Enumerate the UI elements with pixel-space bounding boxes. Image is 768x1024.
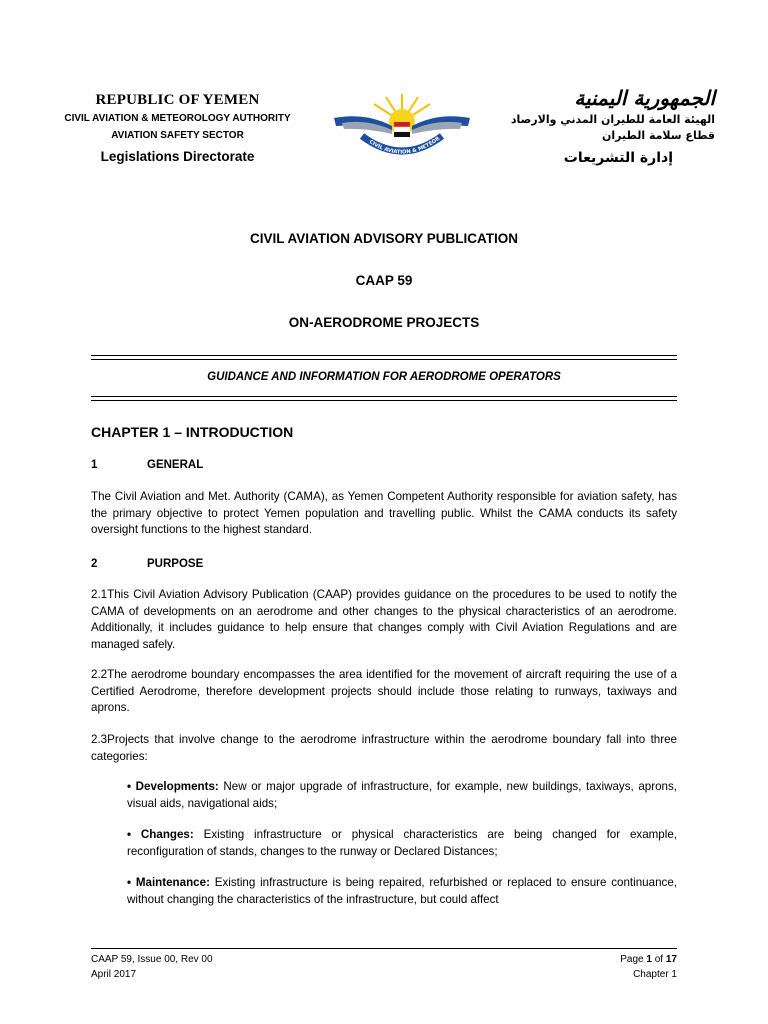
header-english-block [40,92,315,164]
bullet-item: • Maintenance: Existing infrastructure is being repaired, refurbished or replaced to ensure continuance, without changing the characteristics of the infrastructure, but could affect [127,876,677,906]
bullet-item: • Developments: New or major upgrade of infrastructure, for example, new buildings, taxiways, aprons, visual aids, navigational aids; [127,780,677,810]
doc-reference: CAAP 59, Issue 00, Rev 00 [91,954,213,965]
authority-name: CIVIL AVIATION & METEOROLOGY AUTHORITY [64,113,291,124]
subject-title: ON-AERODROME PROJECTS [288,315,480,330]
footer-left [91,952,213,982]
directorate-name: Legislations Directorate [100,149,255,164]
section-title: PURPOSE [147,558,204,570]
arabic-directorate-name: إدارة التشريعات [563,150,673,166]
caap-number: CAAP 59 [355,273,413,288]
header-arabic-block [490,86,715,166]
chapter-heading: CHAPTER 1 – INTRODUCTION [91,424,294,440]
footer-chapter: Chapter 1 [633,969,677,980]
issue-date: April 2017 [91,969,137,980]
top-rule-1 [91,355,677,356]
arabic-authority-name: الهيئة العامة للطيران المدني والارصاد [510,113,715,126]
cama-logo [326,92,478,162]
publication-title: CIVIL AVIATION ADVISORY PUBLICATION [249,231,519,246]
bottom-rule-2 [91,400,677,401]
top-rule-2 [91,359,677,360]
paragraph-2-2: 2.2The aerodrome boundary encompasses the area identified for the movement of aircraft requiring the use of a Certified Aerodrome, therefore development projects should include those relating to runways, taxiways and aprons. [91,668,677,715]
paragraph-2-3: 2.3Projects that involve change to the aerodrome infrastructure within the aerodrome boundary fall into three categories: [91,733,677,763]
arabic-sector-name: قطاع سلامة الطيران [602,129,715,142]
footer-rule [91,948,677,949]
general-paragraph: The Civil Aviation and Met. Authority (CAMA), as Yemen Competent Authority responsible for aviation safety, has the primary objective to protect Yemen population and travelling public. Whilst the CAMA conducts its safety oversight functions to the highest standard. [91,490,677,537]
footer-right [540,952,677,982]
section-number: 2 [91,558,98,570]
section-title: GENERAL [147,459,204,471]
republic-title: REPUBLIC OF YEMEN [95,92,260,108]
page-number: Page 1 of 17 [620,954,677,965]
arabic-republic-title: الجمهورية اليمنية [574,86,715,110]
sector-name: AVIATION SAFETY SECTOR [111,130,244,141]
section-number: 1 [91,459,98,471]
guidance-subtitle: GUIDANCE AND INFORMATION FOR AERODROME OPERATORS [207,371,561,383]
bottom-rule-1 [91,396,677,397]
bullet-item: • Changes: Existing infrastructure or physical characteristics are being changed for example, reconfiguration of stands, changes to the runway or Declared Distances; [127,828,677,858]
logo-ring-text: CIVIL AVIATION & METEOR [367,135,442,156]
paragraph-2-1: 2.1This Civil Aviation Advisory Publication (CAAP) provides guidance on the procedures to be used to notify the CAMA of developments on an aerodrome and other changes to the physical characteristics of an aerodrome. Additionally, it includes guidance to help ensure that changes comply with Civil Aviation Regulations and are managed safely. [91,588,677,651]
